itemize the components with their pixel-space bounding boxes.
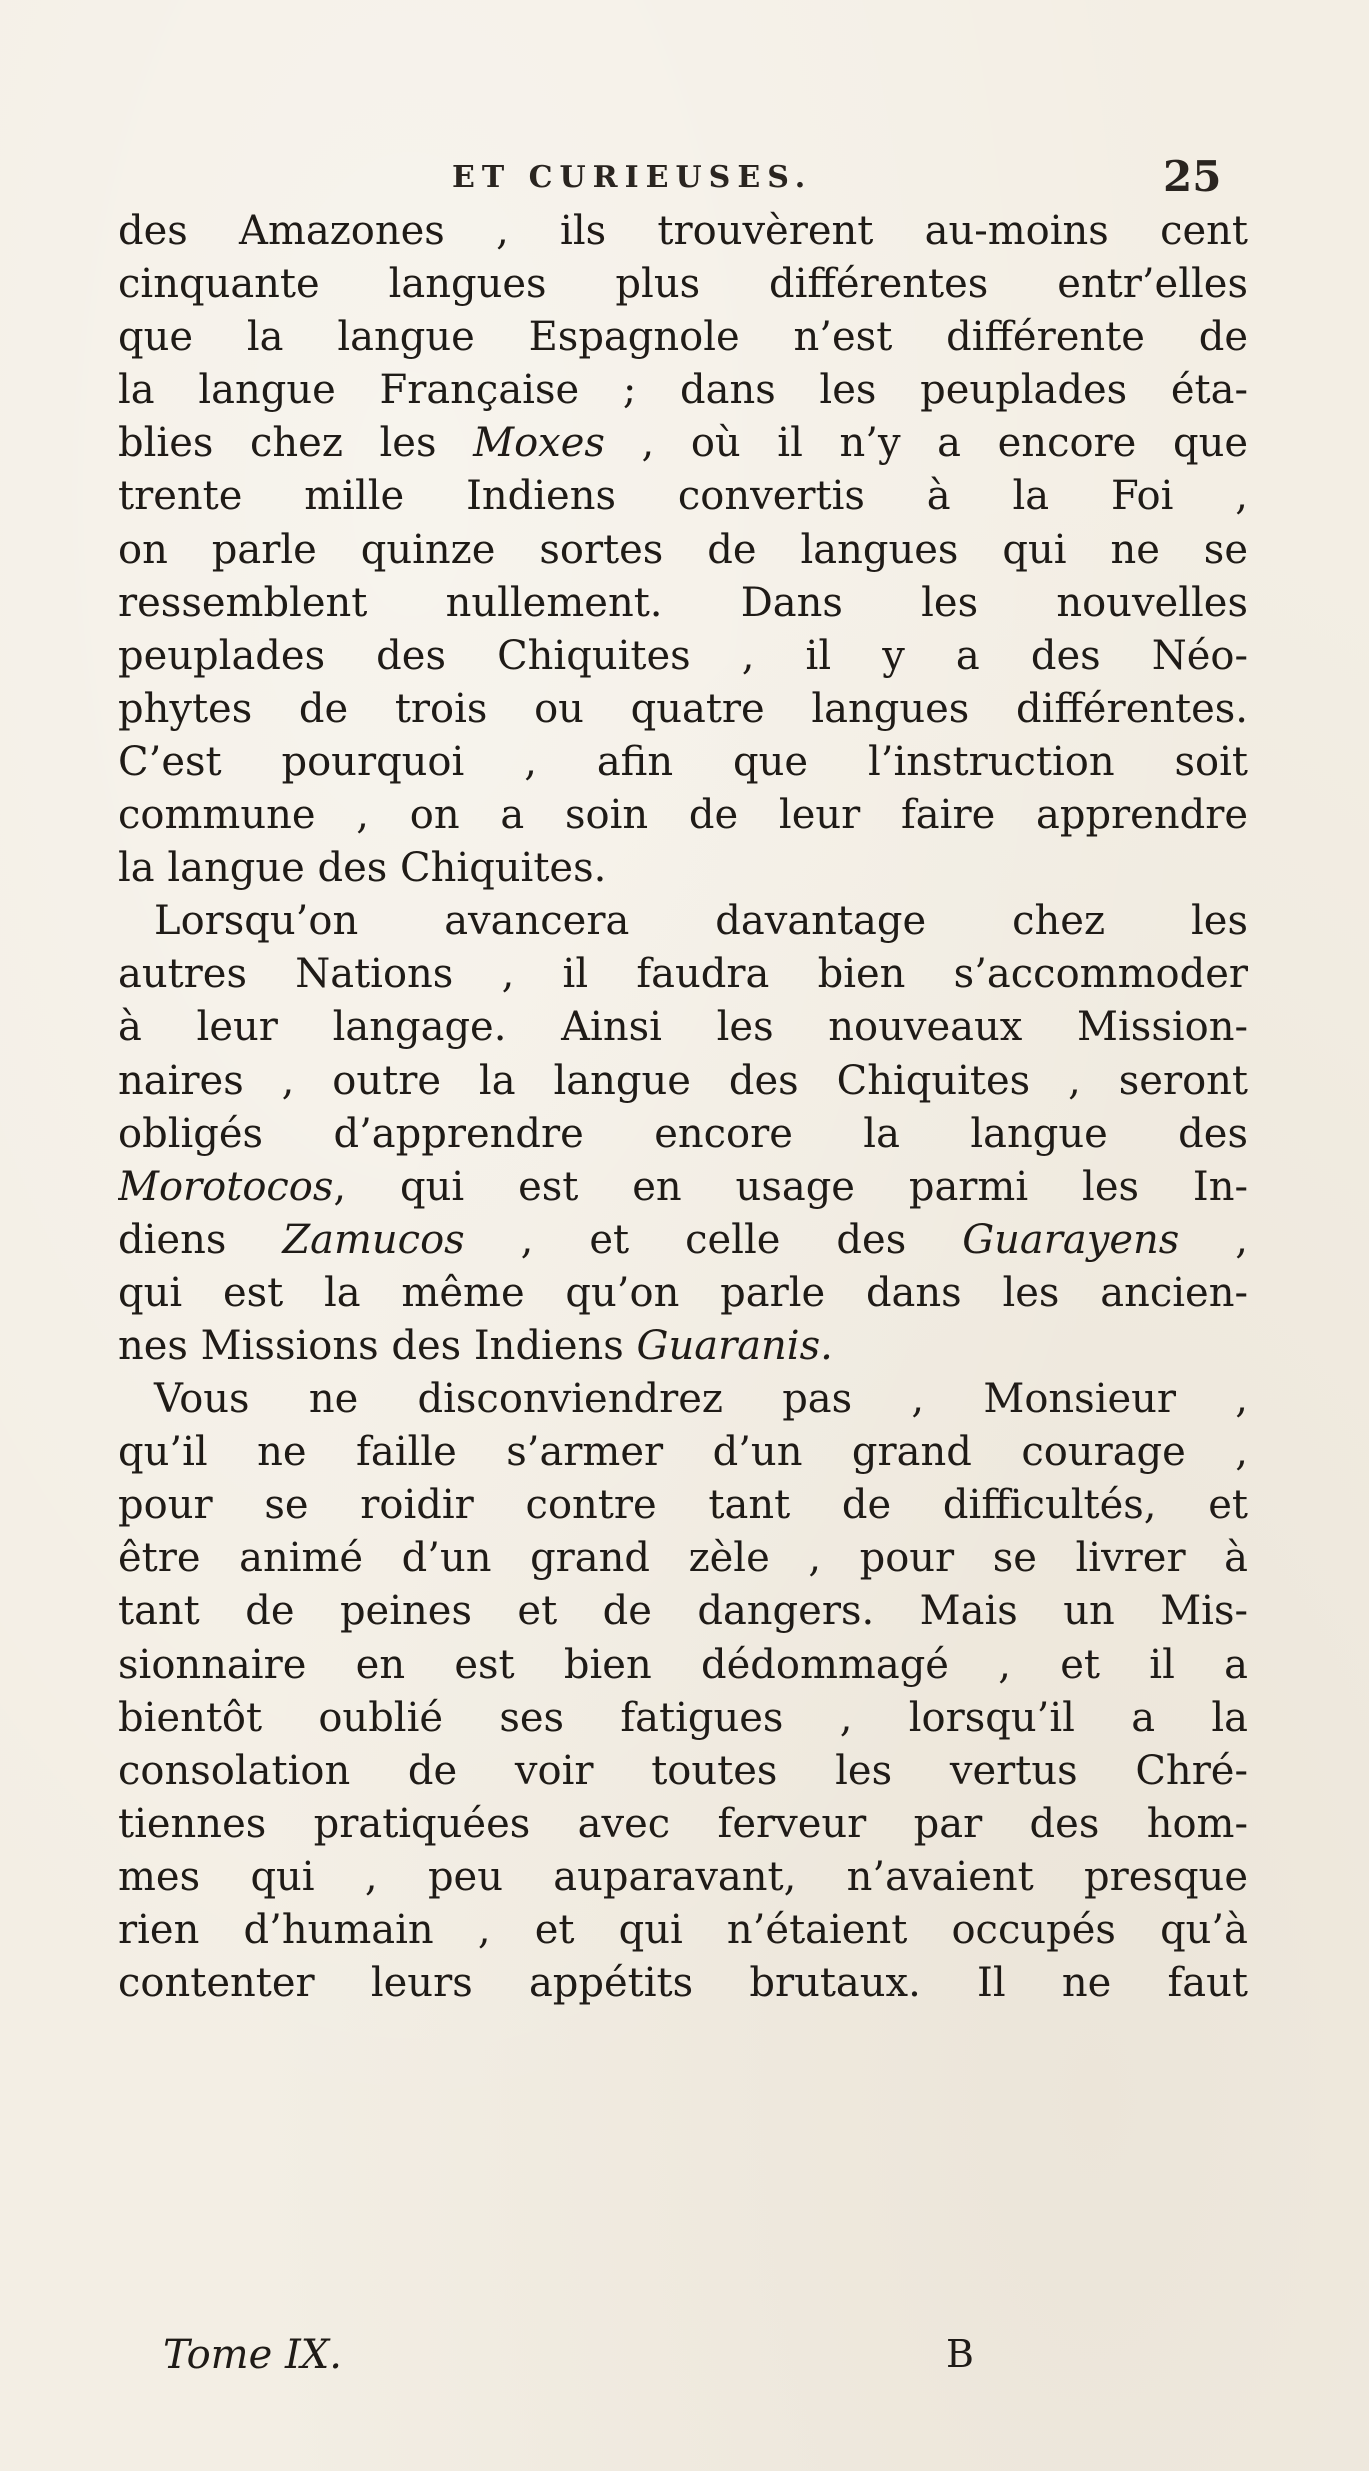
text-line	[118, 1055, 1248, 1108]
text-line	[118, 524, 1248, 577]
italic-term: Morotocos	[118, 1163, 334, 1210]
text-run: C’est pourquoi , afin que l’instruction soit	[118, 738, 1248, 785]
text-run: pour se roidir contre tant de difficultés, et	[118, 1482, 1248, 1529]
running-head: ET CURIEUSES.	[452, 160, 813, 195]
text-line	[118, 1639, 1248, 1692]
text-run: contenter leurs appétits brutaux. Il ne faut	[118, 1960, 1248, 2007]
text-line	[118, 1851, 1248, 1904]
text-run: cinquante langues plus différentes entr’elles	[118, 261, 1248, 308]
text-line	[118, 1161, 1248, 1214]
text-line	[118, 1479, 1248, 1532]
text-line	[118, 683, 1248, 736]
text-run: on parle quinze sortes de langues qui ne se	[118, 526, 1248, 573]
italic-term: Guaranis.	[636, 1322, 833, 1369]
text-run: qui est la même qu’on parle dans les ancien-	[118, 1269, 1248, 1316]
text-line	[118, 1692, 1248, 1745]
text-run: mes qui , peu auparavant, n’avaient presque	[118, 1853, 1248, 1900]
text-run: diens	[118, 1216, 283, 1263]
text-line	[118, 258, 1248, 311]
text-line	[118, 1957, 1248, 2010]
text-line	[118, 205, 1248, 258]
text-run: consolation de voir toutes les vertus Chré-	[118, 1747, 1248, 1794]
text-run: peuplades des Chiquites , il y a des Néo-	[118, 632, 1248, 679]
text-run: autres Nations , il faudra bien s’accommoder	[118, 951, 1248, 998]
text-run: , qui est en usage parmi les In-	[333, 1163, 1248, 1210]
text-run: qu’il ne faille s’armer d’un grand courage ,	[118, 1429, 1248, 1476]
italic-term: Moxes	[473, 420, 605, 467]
text-line	[118, 842, 1248, 895]
text-run: naires , outre la langue des Chiquites , seront	[118, 1057, 1248, 1104]
text-line	[118, 1214, 1248, 1267]
page-number: 25	[1163, 152, 1222, 201]
text-run: , et celle des	[464, 1216, 963, 1263]
text-line	[118, 1001, 1248, 1054]
text-run: , où il n’y a encore que	[604, 420, 1248, 467]
text-run: blies chez les	[118, 420, 474, 467]
text-line	[118, 1320, 1248, 1373]
text-line	[118, 1904, 1248, 1957]
text-run: ressemblent nullement. Dans les nouvelles	[118, 579, 1248, 626]
text-run: nes Missions des Indiens	[118, 1322, 637, 1369]
text-line	[118, 789, 1248, 842]
text-line	[118, 895, 1248, 948]
text-run: Vous ne disconviendrez pas , Monsieur ,	[154, 1376, 1248, 1423]
text-line	[118, 1585, 1248, 1638]
text-line	[118, 417, 1248, 470]
body-text	[118, 205, 1248, 2010]
text-line	[118, 1745, 1248, 1798]
text-run: Lorsqu’on avancera davantage chez les	[154, 898, 1248, 945]
text-line	[118, 1108, 1248, 1161]
volume-signature: Tome IX.	[163, 2332, 342, 2378]
text-line	[118, 630, 1248, 683]
text-run: être animé d’un grand zèle , pour se livrer à	[118, 1535, 1248, 1582]
text-line	[118, 736, 1248, 789]
text-line	[118, 364, 1248, 417]
text-run: la langue Française ; dans les peuplades éta-	[118, 367, 1248, 414]
text-run: ,	[1179, 1216, 1248, 1263]
page-footer	[0, 2332, 1369, 2392]
text-line	[118, 1426, 1248, 1479]
text-run: rien d’humain , et qui n’étaient occupés qu’à	[118, 1907, 1248, 1953]
text-run: la langue des Chiquites.	[118, 845, 607, 892]
page-header	[0, 150, 1369, 210]
text-line	[118, 577, 1248, 630]
text-run: obligés d’apprendre encore la langue des	[118, 1110, 1248, 1157]
text-run: tiennes pratiquées avec ferveur par des hom-	[118, 1800, 1248, 1847]
text-run: tant de peines et de dangers. Mais un Mis-	[118, 1588, 1248, 1635]
text-run: bientôt oublié ses fatigues , lorsqu’il a la	[118, 1694, 1248, 1741]
text-run: trente mille Indiens convertis à la Foi ,	[118, 473, 1248, 520]
text-run: que la langue Espagnole n’est différente de	[118, 314, 1248, 361]
text-line	[118, 470, 1248, 523]
text-line	[118, 311, 1248, 364]
text-run: des Amazones , ils trouvèrent au-moins cent	[118, 208, 1248, 254]
italic-term: Zamucos	[282, 1216, 465, 1263]
text-line	[118, 1267, 1248, 1320]
text-line	[118, 1798, 1248, 1851]
text-run: à leur langage. Ainsi les nouveaux Mission-	[118, 1004, 1248, 1051]
text-line	[118, 1373, 1248, 1426]
text-line	[118, 948, 1248, 1001]
text-run: sionnaire en est bien dédommagé , et il a	[118, 1641, 1248, 1688]
text-run: phytes de trois ou quatre langues différentes.	[118, 685, 1248, 732]
italic-term: Guarayens	[962, 1216, 1180, 1263]
text-run: commune , on a soin de leur faire apprendre	[118, 792, 1248, 839]
gathering-signature: B	[946, 2332, 974, 2376]
text-line	[118, 1532, 1248, 1585]
